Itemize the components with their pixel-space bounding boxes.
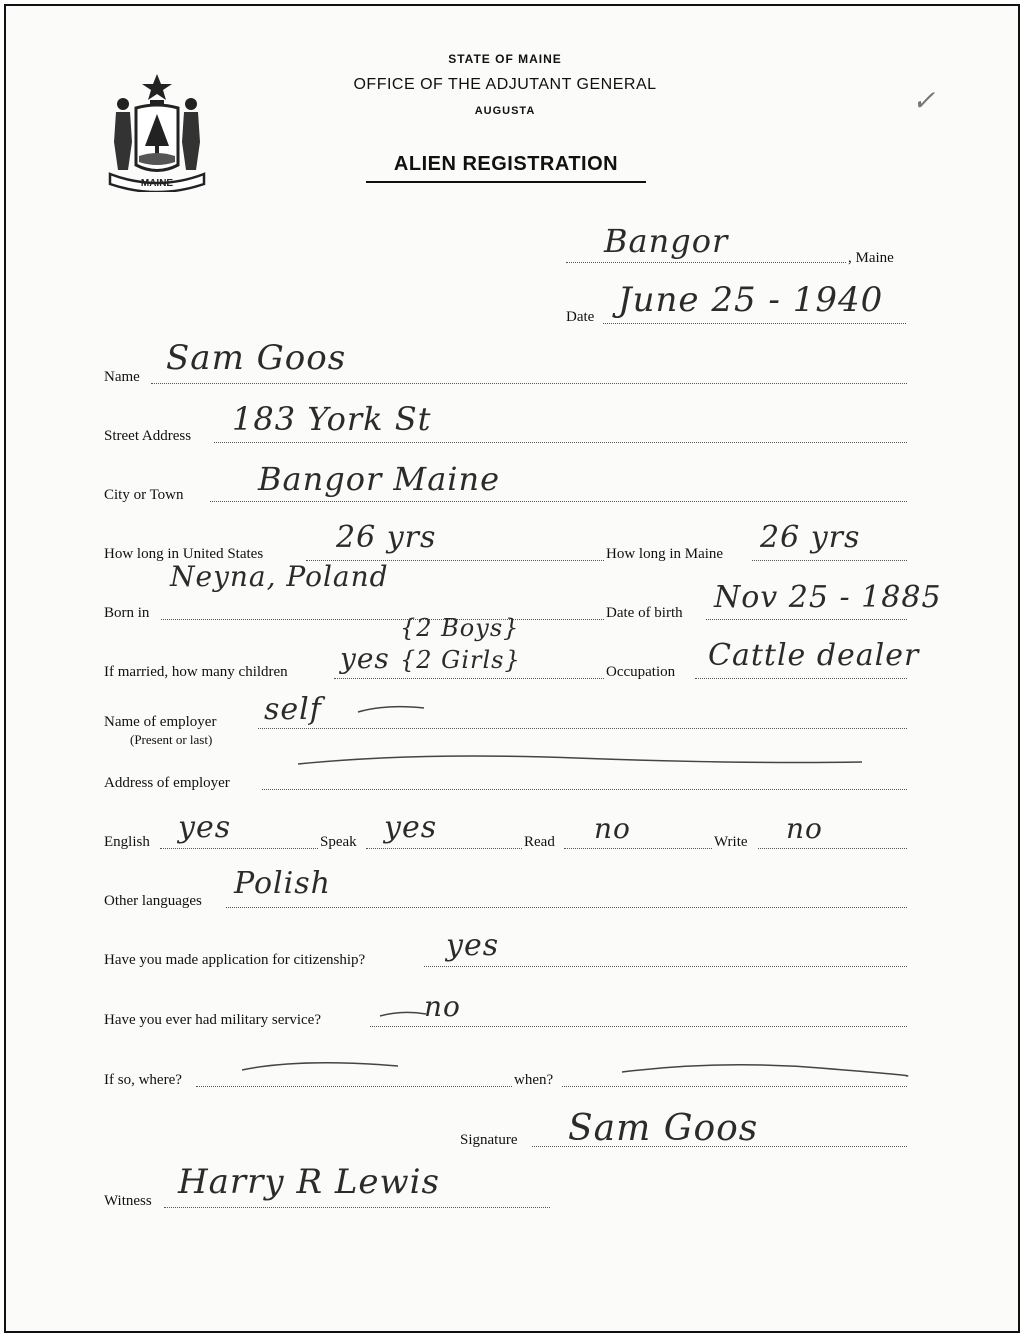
city-value: Bangor Maine — [258, 460, 501, 498]
employer-dash — [356, 700, 426, 720]
witness-label: Witness — [104, 1193, 152, 1209]
write-label: Write — [714, 834, 748, 850]
children-girls-value: {2 Girls} — [400, 646, 521, 674]
english-label: English — [104, 834, 150, 850]
check-mark: ✓ — [912, 84, 937, 117]
signature-label: Signature — [460, 1132, 518, 1148]
occupation-label: Occupation — [606, 664, 676, 680]
other-lang-label: Other languages — [104, 893, 202, 909]
military-dash — [378, 1006, 428, 1022]
speak-label: Speak — [320, 834, 357, 850]
dob-value: Nov 25 - 1885 — [714, 580, 942, 615]
dob-line — [706, 619, 907, 620]
employer-line — [258, 728, 907, 729]
when-line — [562, 1086, 907, 1087]
date-label: Date — [566, 309, 595, 325]
city-label: City or Town — [104, 487, 184, 503]
maine-years-value: 26 yrs — [760, 520, 861, 555]
maine-years-line — [752, 560, 907, 561]
header-office: OFFICE OF THE ADJUTANT GENERAL — [353, 76, 657, 93]
street-label: Street Address — [104, 428, 192, 444]
title-underline — [366, 181, 646, 183]
born-value: Neyna, Poland — [170, 560, 389, 593]
street-value: 183 York St — [232, 400, 432, 438]
town-line — [566, 262, 846, 263]
military-value: no — [424, 990, 461, 1023]
state-seal-icon — [106, 70, 208, 192]
read-label: Read — [524, 834, 555, 850]
employer-address-label: Address of employer — [104, 775, 230, 791]
english-value: yes — [178, 810, 232, 845]
read-line — [564, 848, 712, 849]
name-value: Sam Goos — [166, 338, 347, 378]
when-label: when? — [514, 1072, 554, 1088]
maine-label: , Maine — [848, 250, 894, 266]
name-label: Name — [104, 369, 140, 385]
witness-value: Harry R Lewis — [178, 1162, 440, 1202]
other-lang-value: Polish — [234, 866, 331, 901]
date-line — [603, 323, 906, 324]
children-boys-value: {2 Boys} — [400, 614, 520, 642]
write-value: no — [786, 812, 823, 845]
maine-years-label: How long in Maine — [606, 546, 724, 562]
employer-address-line — [262, 789, 907, 790]
street-line — [214, 442, 907, 443]
us-years-value: 26 yrs — [336, 520, 437, 555]
married-line — [334, 678, 604, 679]
write-line — [758, 848, 907, 849]
date-value: June 25 - 1940 — [618, 280, 884, 320]
married-value: yes — [340, 642, 390, 675]
header-city: AUGUSTA — [474, 105, 536, 117]
other-lang-line — [226, 907, 907, 908]
military-label: Have you ever had military service? — [104, 1012, 321, 1028]
citizenship-value: yes — [446, 928, 500, 963]
name-line — [151, 383, 907, 384]
military-line — [370, 1026, 907, 1027]
born-line — [161, 619, 604, 620]
header-state: STATE OF MAINE — [448, 52, 562, 66]
us-years-label: How long in United States — [104, 546, 264, 562]
city-line — [210, 501, 907, 502]
speak-line — [366, 848, 522, 849]
witness-line — [164, 1207, 550, 1208]
citizenship-label: Have you made application for citizenship? — [104, 952, 366, 968]
speak-value: yes — [384, 810, 438, 845]
form-title: ALIEN REGISTRATION — [393, 153, 619, 175]
born-label: Born in — [104, 605, 150, 621]
where-line — [196, 1086, 512, 1087]
english-line — [160, 848, 318, 849]
when-dash — [620, 1056, 910, 1086]
town-value: Bangor — [604, 222, 729, 260]
read-value: no — [594, 812, 631, 845]
signature-value: Sam Goos — [568, 1108, 759, 1149]
occupation-line — [695, 678, 907, 679]
where-label: If so, where? — [104, 1072, 182, 1088]
employer-value: self — [264, 692, 322, 727]
occupation-value: Cattle dealer — [708, 638, 920, 673]
employer-address-dash — [296, 750, 866, 774]
employer-note: (Present or last) — [130, 732, 213, 747]
married-label: If married, how many children — [104, 664, 288, 680]
seal-label: MAINE — [140, 178, 174, 189]
employer-label: Name of employer — [104, 714, 217, 730]
where-dash — [240, 1056, 400, 1076]
citizenship-line — [424, 966, 907, 967]
dob-label: Date of birth — [606, 605, 683, 621]
